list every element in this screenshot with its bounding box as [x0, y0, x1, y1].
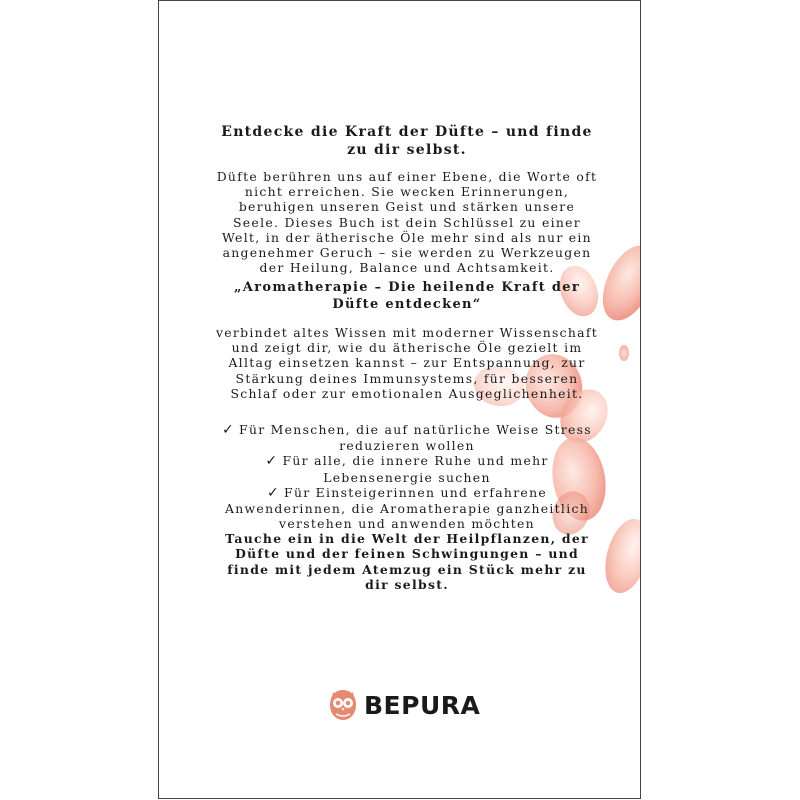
checkmark-icon: ✓	[265, 453, 279, 470]
brand-logo	[328, 687, 480, 723]
closing-paragraph: Tauche ein in die Welt der Heilpflanzen, der Düfte und der feinen Schwingungen – und finde mit jedem Atemzug ein Stück mehr zu dir selbst.	[225, 531, 589, 593]
checklist-item	[215, 485, 599, 532]
checklist-item-text: Für Einsteigerinnen und erfahrene Anwenderinnen, die Aromatherapie ganzheitlich verstehen und anwenden möchten	[225, 484, 589, 532]
description-paragraph: verbindet altes Wissen mit moderner Wissenschaft und zeigt dir, wie du ätherische Öle gezielt im Alltag einsetzen kannst – zur Entspannung, zur Stärkung deines Immunsystems, für besseren Schlaf oder zur emotionalen Ausgeglichenheit.	[215, 325, 599, 401]
owl-logo-icon	[328, 688, 358, 722]
checklist	[215, 422, 599, 531]
brand-name: BEPURA	[364, 690, 481, 720]
heading: Entdecke die Kraft der Düfte – und finde zu dir selbst.	[221, 124, 593, 158]
petal	[592, 237, 641, 328]
petal	[619, 345, 629, 361]
checklist-item	[215, 453, 599, 484]
checklist-item-text: Für Menschen, die auf natürliche Weise Stress reduzieren wollen	[239, 422, 592, 454]
checklist-item	[215, 422, 599, 453]
checkmark-icon: ✓	[222, 422, 236, 438]
checklist-item-text: Für alle, die innere Ruhe und mehr Lebensenergie suchen	[282, 453, 549, 485]
petal	[598, 514, 641, 598]
book-back-cover	[158, 0, 641, 799]
intro-paragraph: Düfte berühren uns auf einer Ebene, die Worte oft nicht erreichen. Sie wecken Erinnerungen, beruhigen unseren Geist und stärken unsere Seele. Dieses Buch ist dein Schlüssel zu einer Welt, in der ätherische Öle mehr sind als nur ein angenehmer Geruch – sie werden zu Werkzeugen der Heilung, Balance und Achtsamkeit.	[216, 169, 598, 276]
book-title-quote: „Aromatherapie – Die heilende Kraft der Düfte entdecken“	[234, 280, 580, 312]
checkmark-icon: ✓	[267, 484, 281, 501]
